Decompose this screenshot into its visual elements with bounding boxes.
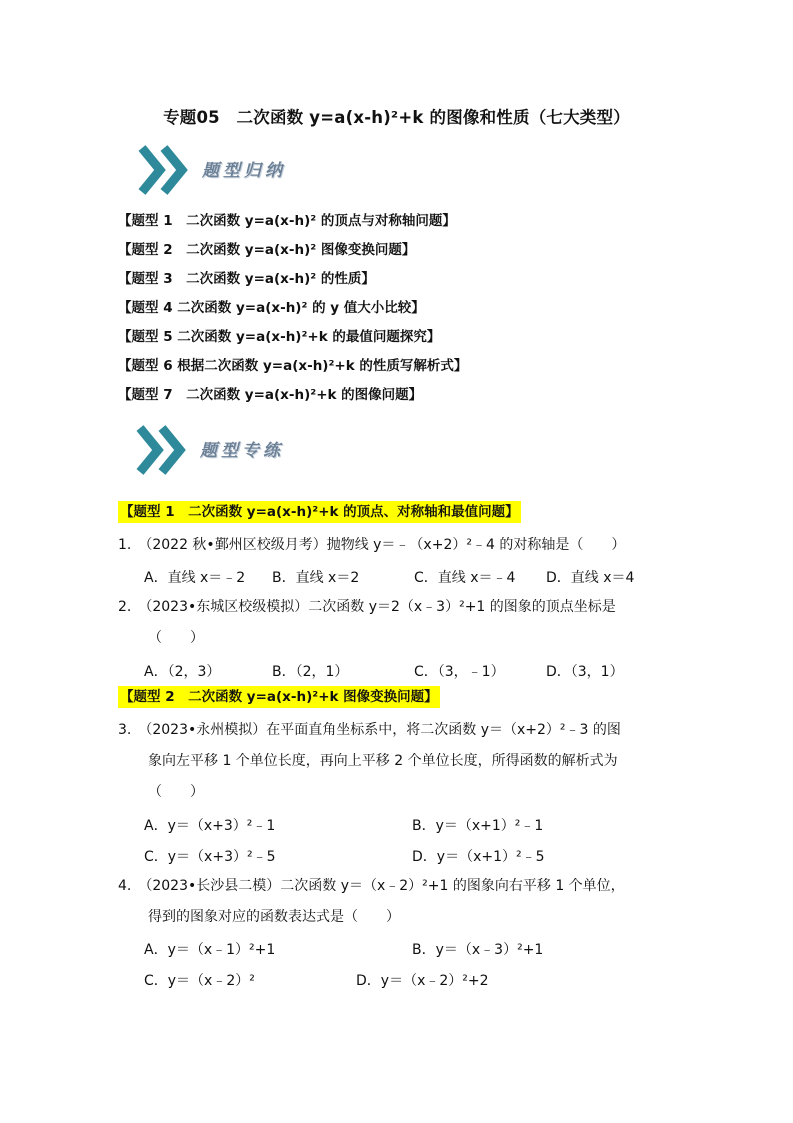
question-1 [118, 530, 678, 561]
toc-item-3: 【题型 3 二次函数 y=a(x-h)² 的性质】 [118, 271, 375, 287]
section-heading-2: 【题型 2 二次函数 y=a(x-h)²+k 图像变换问题】 [118, 686, 440, 708]
toc-item-2: 【题型 2 二次函数 y=a(x-h)² 图像变换问题】 [118, 242, 416, 258]
q1-option-c: C．直线 x＝﹣4 [414, 570, 516, 586]
section-heading-1: 【题型 1 二次函数 y=a(x-h)²+k 的顶点、对称轴和最值问题】 [118, 501, 521, 523]
q1-option-b: B．直线 x＝2 [272, 570, 360, 586]
question-2 [118, 592, 678, 654]
section-banner-summary [136, 142, 376, 198]
question-text-cont: （ ） [148, 630, 204, 646]
toc-item-6: 【题型 6 根据二次函数 y=a(x-h)²+k 的性质写解析式】 [118, 358, 468, 374]
question-4 [118, 871, 678, 933]
q3-option-b: B．y＝（x+1）²﹣1 [412, 818, 544, 834]
question-text: 3. （2023•永州模拟）在平面直角坐标系中，将二次函数 y＝（x+2）²﹣3 的图 [118, 722, 621, 738]
double-chevron-icon [134, 422, 198, 478]
banner-label: 题型专练 [200, 441, 284, 461]
q4-option-b: B．y＝（x﹣3）²+1 [412, 942, 544, 958]
question-text-cont: （ ） [148, 784, 204, 800]
q3-option-a: A．y＝（x+3）²﹣1 [144, 818, 276, 834]
page-title: 专题05 二次函数 y=a(x-h)²+k 的图像和性质（七大类型） [163, 108, 630, 127]
q2-option-c: C．（3，﹣1） [414, 664, 505, 680]
toc-item-4: 【题型 4 二次函数 y=a(x-h)² 的 y 值大小比较】 [118, 300, 425, 316]
q2-option-b: B．（2，1） [272, 664, 349, 680]
q3-option-c: C．y＝（x+3）²﹣5 [144, 849, 276, 865]
q4-option-a: A．y＝（x﹣1）²+1 [144, 942, 276, 958]
q1-option-a: A．直线 x＝﹣2 [144, 570, 246, 586]
toc-item-1: 【题型 1 二次函数 y=a(x-h)² 的顶点与对称轴问题】 [118, 213, 456, 229]
q2-option-a: A．（2，3） [144, 664, 221, 680]
section-banner-practice [134, 422, 374, 478]
double-chevron-icon [136, 142, 200, 198]
q2-option-d: D．（3，1） [546, 664, 624, 680]
q3-option-d: D．y＝（x+1）²﹣5 [412, 849, 545, 865]
question-3 [118, 715, 678, 808]
q4-option-d: D．y＝（x﹣2）²+2 [356, 973, 489, 989]
question-text-cont: 得到的图象对应的函数表达式是（ ） [148, 909, 400, 925]
banner-label: 题型归纳 [202, 161, 286, 181]
q4-option-c: C．y＝（x﹣2）² [144, 973, 255, 989]
question-text-cont: 象向左平移 1 个单位长度，再向上平移 2 个单位长度，所得函数的解析式为 [148, 753, 618, 769]
toc-item-5: 【题型 5 二次函数 y=a(x-h)²+k 的最值问题探究】 [118, 329, 441, 345]
question-text: 2. （2023•东城区校级模拟）二次函数 y＝2（x﹣3）²+1 的图象的顶点坐标是 [118, 599, 616, 615]
q1-option-d: D．直线 x＝4 [546, 570, 635, 586]
question-text: 1. （2022 秋•鄞州区校级月考）抛物线 y＝﹣（x+2）²﹣4 的对称轴是（ ） [118, 537, 626, 553]
question-text: 4. （2023•长沙县二模）二次函数 y＝（x﹣2）²+1 的图象向右平移 1 个单位， [118, 878, 625, 894]
toc-item-7: 【题型 7 二次函数 y=a(x-h)²+k 的图像问题】 [118, 387, 423, 403]
